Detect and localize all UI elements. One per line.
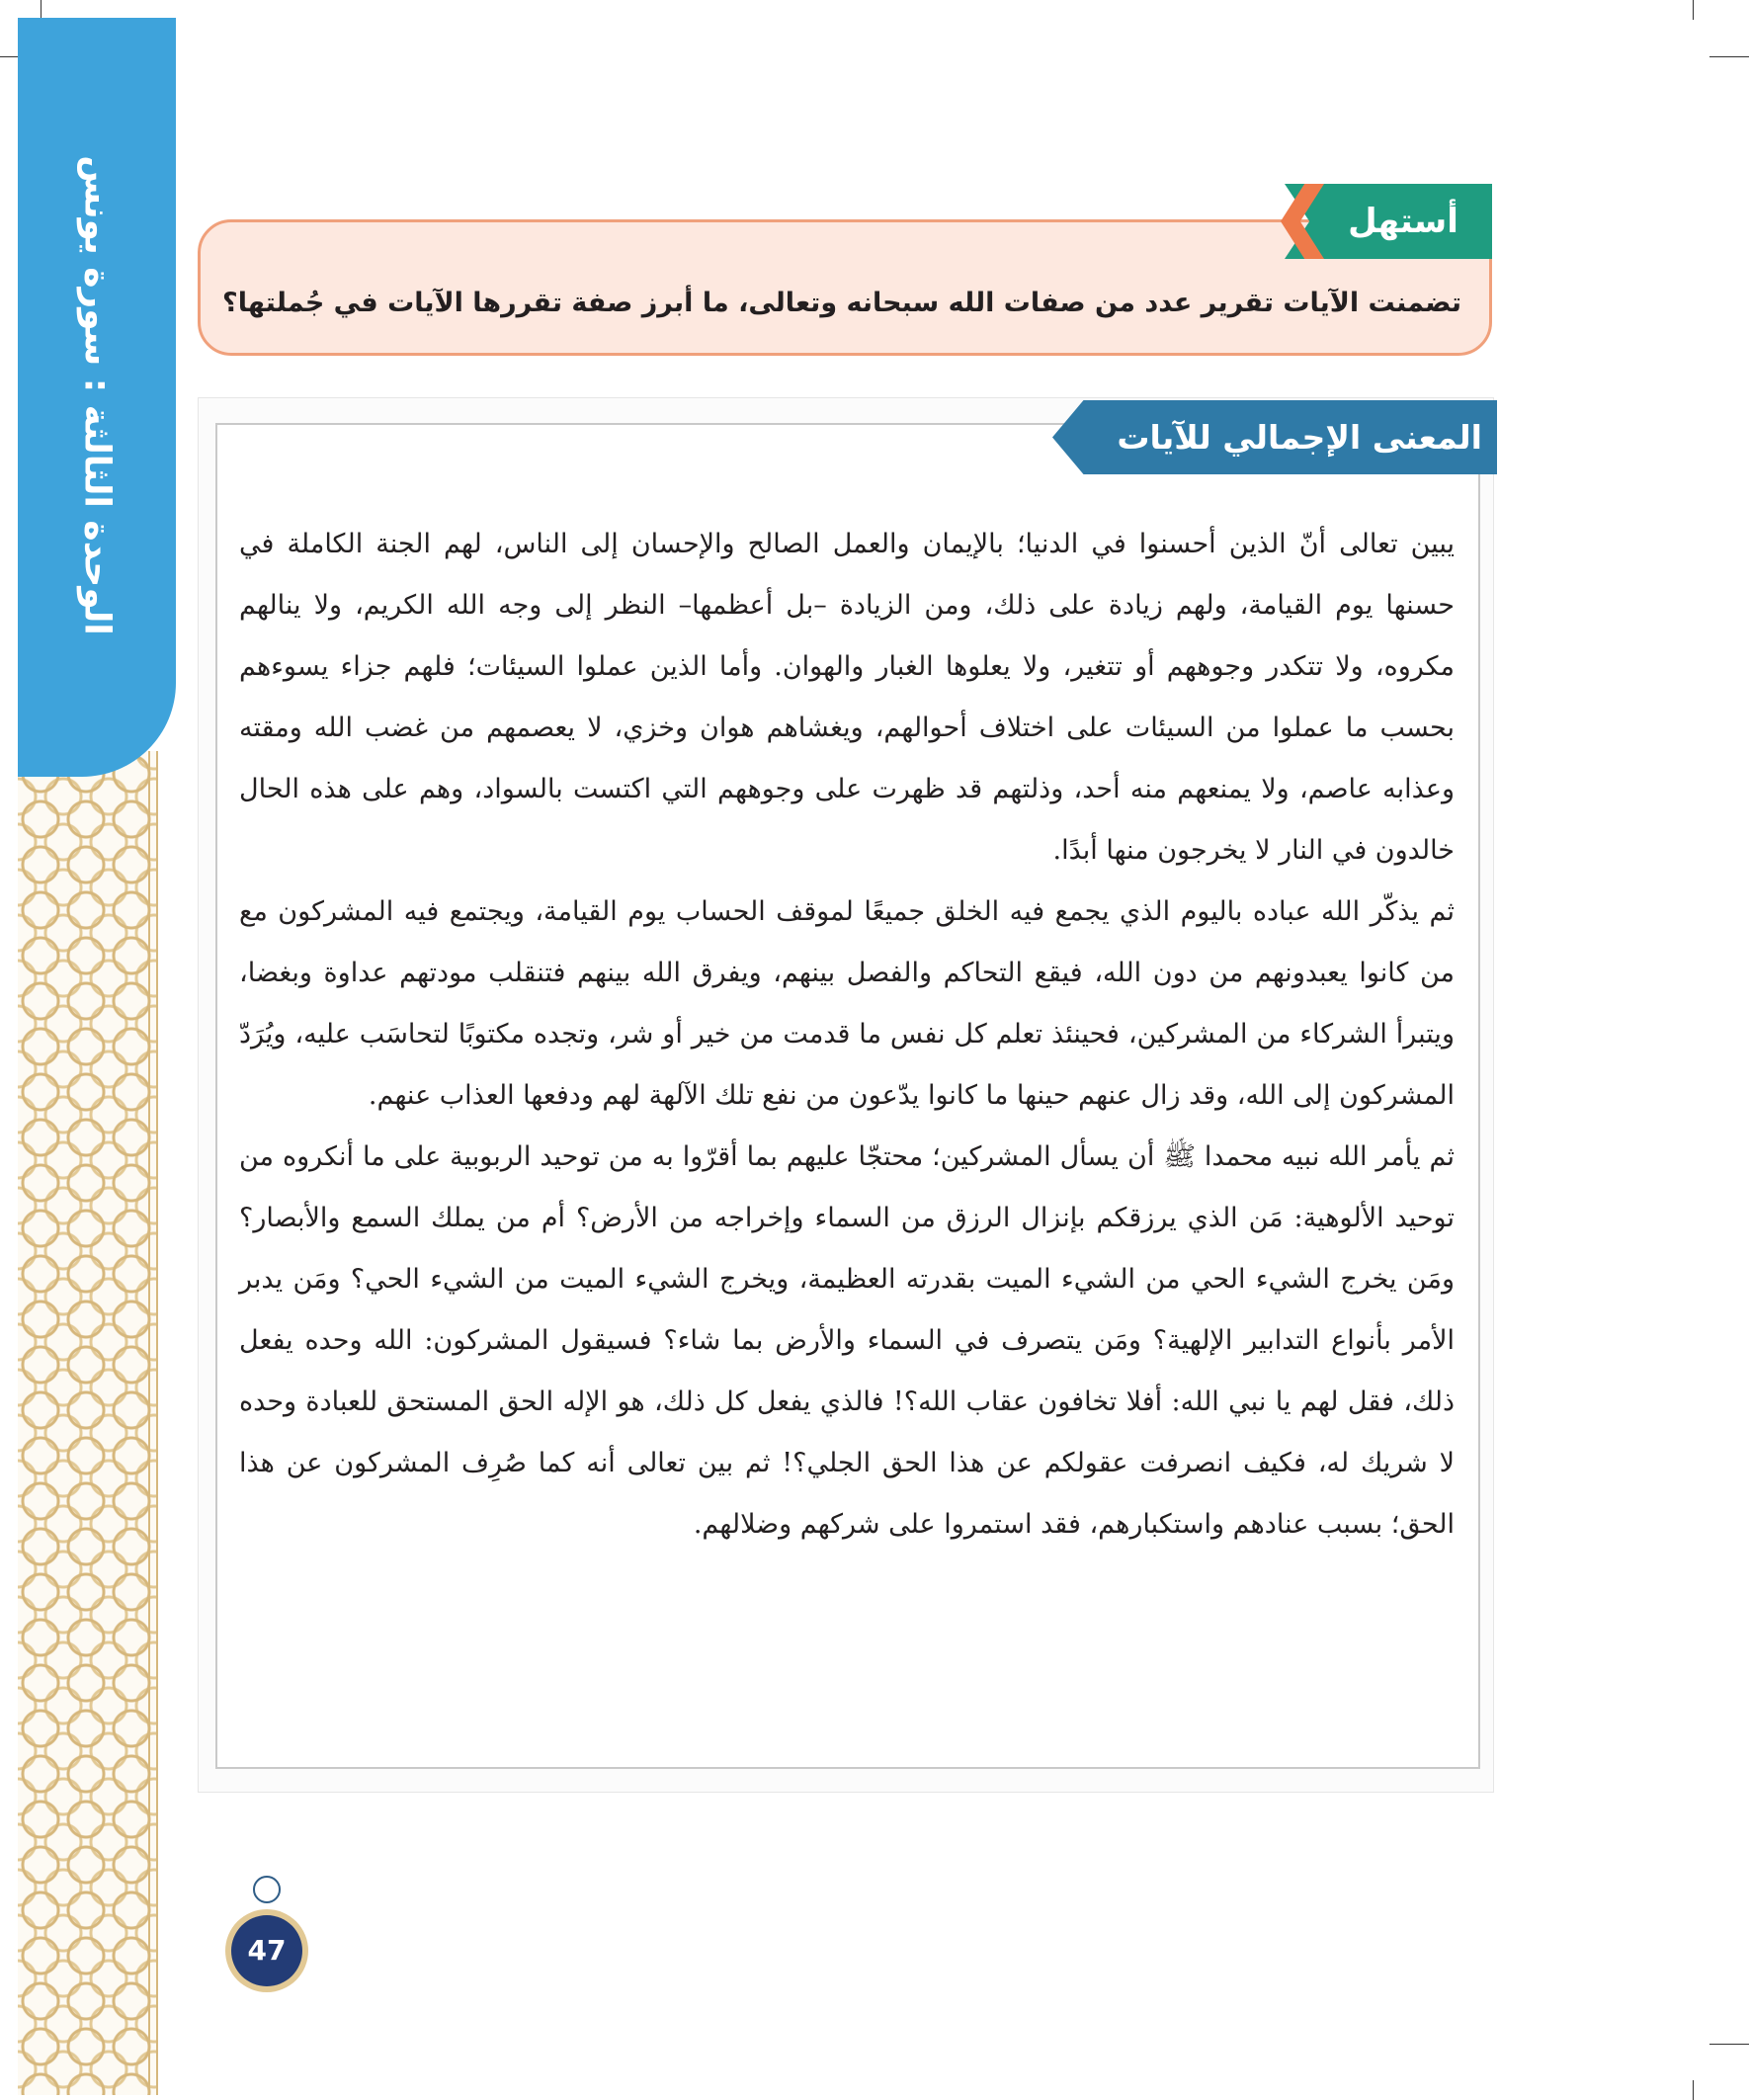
reflect-question: تضمنت الآيات تقرير عدد من صفات الله سبحانه وتعالى، ما أبرز صفة تقررها الآيات في جُملتها؟ [222, 288, 1461, 318]
crop-mark [1693, 2080, 1694, 2100]
unit-title: الوحدة الثالثة : سورة يونس [76, 155, 118, 635]
meaning-paragraph: ثم يأمر الله نبيه محمدا ﷺ أن يسأل المشركين؛ محتجّا عليهم بما أقرّوا به من توحيد الربوبية على ما أنكروه من توحيد الألوهية: مَن الذي يرزقكم بإنزال الرزق من السماء وإخراجه من الأرض؟ أم من يملك السمع والأبصار؟ ومَن يخرج الشيء الحي من الشيء الميت بقدرته العظيمة، ويخرج الشيء الميت من الشيء الحي؟ ومَن يدبر الأمر بأنواع التدابير الإلهية؟ ومَن يتصرف في السماء والأرض بما شاء؟ فسيقول المشركون: الله وحده يفعل ذلك، فقل لهم يا نبي الله: أفلا تخافون عقاب الله؟! فالذي يفعل كل ذلك، هو الإله الحق المستحق للعبادة وحده لا شريك له، فكيف انصرفت عقولكم عن هذا الحق الجلي؟! ثم بين تعالى أنه كما صُرِف المشركون عن هذا الحق؛ بسبب عنادهم واستكبارهم، فقد استمروا على شركهم وضلالهم. [239, 1141, 1455, 1540]
emblem-icon [253, 1876, 281, 1903]
meaning-paragraph: يبين تعالى أنّ الذين أحسنوا في الدنيا؛ بالإيمان والعمل الصالح والإحسان إلى الناس، لهم الجنة الكاملة في حسنها يوم القيامة، ولهم زيادة على ذلك، ومن الزيادة –بل أعظمها– النظر إلى وجه الله الكريم، ولا ينالهم مكروه، ولا تتكدر وجوههم أو تتغير، ولا يعلوها الغبار والهوان. وأما الذين عملوا السيئات؛ فلهم جزاء يسوءهم بحسب ما عملوا من السيئات على اختلاف أحوالهم، ويغشاهم هوان وخزي، لا يعصمهم من غضب الله ومقته وعذابه عاصم، ولا يمنعهم منه أحد، وذلتهم قد ظهرت على وجوههم التي اكتست بالسواد، وهم على هذه الحال خالدون في النار لا يخرجون منها أبدًا. [239, 529, 1455, 866]
meaning-paragraph: ثم يذكّر الله عباده باليوم الذي يجمع فيه الخلق جميعًا لموقف الحساب يوم القيامة، ويجتمع فيه المشركون مع من كانوا يعبدونهم من دون الله، فيقع التحاكم والفصل بينهم، ويفرق الله بينهم فتنقلب مودتهم عداوة وبغضا، ويتبرأ الشركاء من المشركين، فحينئذ تعلم كل نفس ما قدمت من خير أو شر، وتجده مكتوبًا لتحاسَب عليه، ويُرَدّ المشركون إلى الله، وقد زال عنهم حينها ما كانوا يدّعون من نفع تلك الآلهة لهم ودفعها العذاب عنهم. [239, 896, 1455, 1111]
crop-mark [41, 0, 42, 20]
meaning-title: المعنى الإجمالي للآيات [1117, 418, 1482, 457]
crop-mark [1709, 56, 1749, 57]
page-number: 47 [231, 1915, 302, 1986]
ornament-border [156, 751, 158, 2095]
ornament-border [148, 751, 150, 2095]
reflect-label: أستهل [1348, 202, 1458, 241]
meaning-text [239, 514, 1455, 1555]
crop-mark [1709, 2044, 1749, 2045]
crop-mark [1693, 0, 1694, 20]
ornament-strip [18, 751, 156, 2095]
